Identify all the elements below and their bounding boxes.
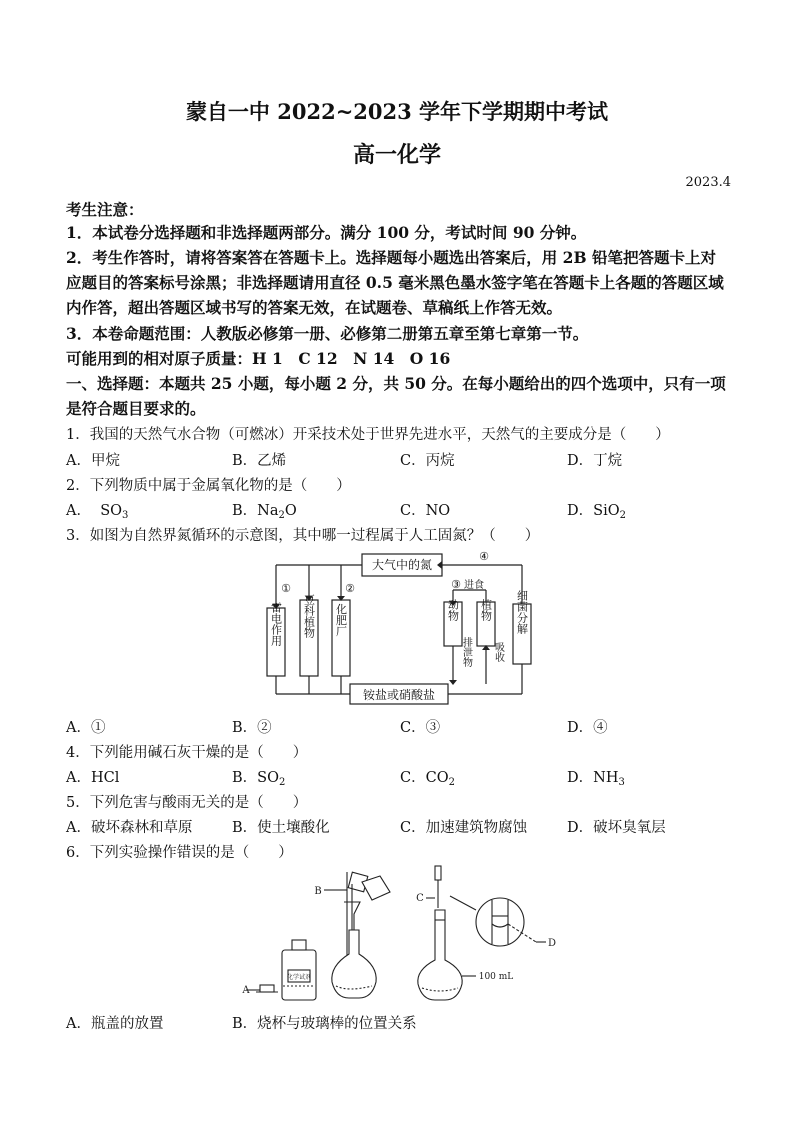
animal-label: 动物 xyxy=(446,599,460,621)
bottle-label: 化学试剂 xyxy=(286,974,312,981)
bottle-cap xyxy=(260,985,274,992)
option-b: B．烧杯与玻璃棒的位置关系 xyxy=(232,1016,417,1032)
question-stem: 4．下列能用碱石灰干燥的是（ ） xyxy=(66,745,308,761)
question-stem: 5．下列危害与酸雨无关的是（ ） xyxy=(66,795,308,811)
label-a: A xyxy=(242,985,250,996)
bacteria-label: 细菌分解 xyxy=(515,590,529,634)
page-title: 蒙自一中 2022~2023 学年下学期期中考试 xyxy=(185,99,609,124)
notice-line: 应题目的答案标号涂黑；非选择题请用直径 0.5 毫米黑色墨水签字笔在答题卡上各题的答题区域 xyxy=(66,273,724,292)
col3-label: 化肥厂 xyxy=(334,603,348,637)
atmosphere-label: 大气中的氮 xyxy=(371,558,433,572)
option-c: C．③ xyxy=(400,720,441,736)
notice-heading: 考生注意： xyxy=(66,200,144,219)
notice-line: 内作答，超出答题区域书写的答案无效，在试题卷、草稿纸上作答无效。 xyxy=(66,298,563,317)
col2-label: 豆科植物 xyxy=(302,594,316,638)
nitrogen-cycle-diagram xyxy=(262,548,542,708)
option-b: B．乙烯 xyxy=(232,453,287,469)
option-b: B．$Na_2O$ xyxy=(232,503,297,521)
section-heading: 一、选择题：本题共 25 小题，每小题 2 分，共 50 分。在每小题给出的四个选项中，只有一项 xyxy=(66,374,726,393)
col1-label: 雷电作用 xyxy=(269,602,283,646)
marker-1: ① xyxy=(281,582,291,595)
notice-line: 3．本卷命题范围：人教版必修第一册、必修第二册第五章至第七章第一节。 xyxy=(66,324,589,343)
option-d: D．④ xyxy=(567,720,608,736)
marker-4: ④ xyxy=(479,550,489,563)
label-c: C xyxy=(416,893,424,904)
option-d: D．SiO$_2$ xyxy=(567,503,626,521)
option-b: B．② xyxy=(232,720,272,736)
option-b: B．$SO_2$ xyxy=(232,770,286,788)
question-stem: 2．下列物质中属于金属氧化物的是（ ） xyxy=(66,478,351,494)
page-subtitle: 高一化学 xyxy=(352,142,441,168)
lab-apparatus-diagram xyxy=(240,862,570,1004)
option-c: C．NO xyxy=(400,503,451,519)
option-c: C．丙烷 xyxy=(400,453,455,469)
magnifier xyxy=(476,898,524,946)
salt-label: 铵盐或硝酸盐 xyxy=(362,688,436,702)
option-a: A．瓶盖的放置 xyxy=(66,1016,164,1032)
question-stem: 1．我国的天然气水合物（可燃冰）开采技术处于世界先进水平，天然气的主要成分是（ ） xyxy=(66,427,670,443)
eat-label: 进食 xyxy=(464,580,484,591)
excrete-label: 排泄物 xyxy=(460,637,472,667)
notice-line: 1．本试卷分选择题和非选择题两部分。满分 100 分，考试时间 90 分钟。 xyxy=(66,223,587,242)
option-d: D．$NH_3$ xyxy=(567,770,625,788)
option-c: C．$CO_2$ xyxy=(400,770,455,788)
marker-3: ③ xyxy=(451,578,461,591)
section-heading: 是符合题目要求的。 xyxy=(66,399,206,418)
option-a: A．① xyxy=(66,720,106,736)
option-d: D．破坏臭氧层 xyxy=(567,820,666,836)
option-d: D．丁烷 xyxy=(567,453,623,469)
question-stem: 6．下列实验操作错误的是（ ） xyxy=(66,845,293,861)
plant-label: 植物 xyxy=(479,599,493,621)
option-a: A． $SO_3$ xyxy=(66,503,129,521)
volume-label: 100 mL xyxy=(478,972,514,982)
marker-2: ② xyxy=(345,582,355,595)
absorb-label: 吸收 xyxy=(492,642,504,662)
option-a: A．HCl xyxy=(66,770,120,786)
question-stem: 3．如图为自然界氮循环的示意图，其中哪一过程属于人工固氮？（ ） xyxy=(66,528,540,544)
notice-line: 2．考生作答时，请将答案答在答题卡上。选择题每小题选出答案后，用 2B 铅笔把答题卡上对 xyxy=(66,248,716,267)
atomic-masses: 可能用到的相对原子质量：H 1 C 12 N 14 O 16 xyxy=(66,349,451,368)
exam-date: 2023.4 xyxy=(685,175,731,190)
option-b: B．使土壤酸化 xyxy=(232,820,330,836)
label-b: B xyxy=(314,886,322,897)
option-c: C．加速建筑物腐蚀 xyxy=(400,820,528,836)
option-a: A．甲烷 xyxy=(66,453,120,469)
option-a: A．破坏森林和草原 xyxy=(66,820,193,836)
label-d: D xyxy=(547,938,557,949)
